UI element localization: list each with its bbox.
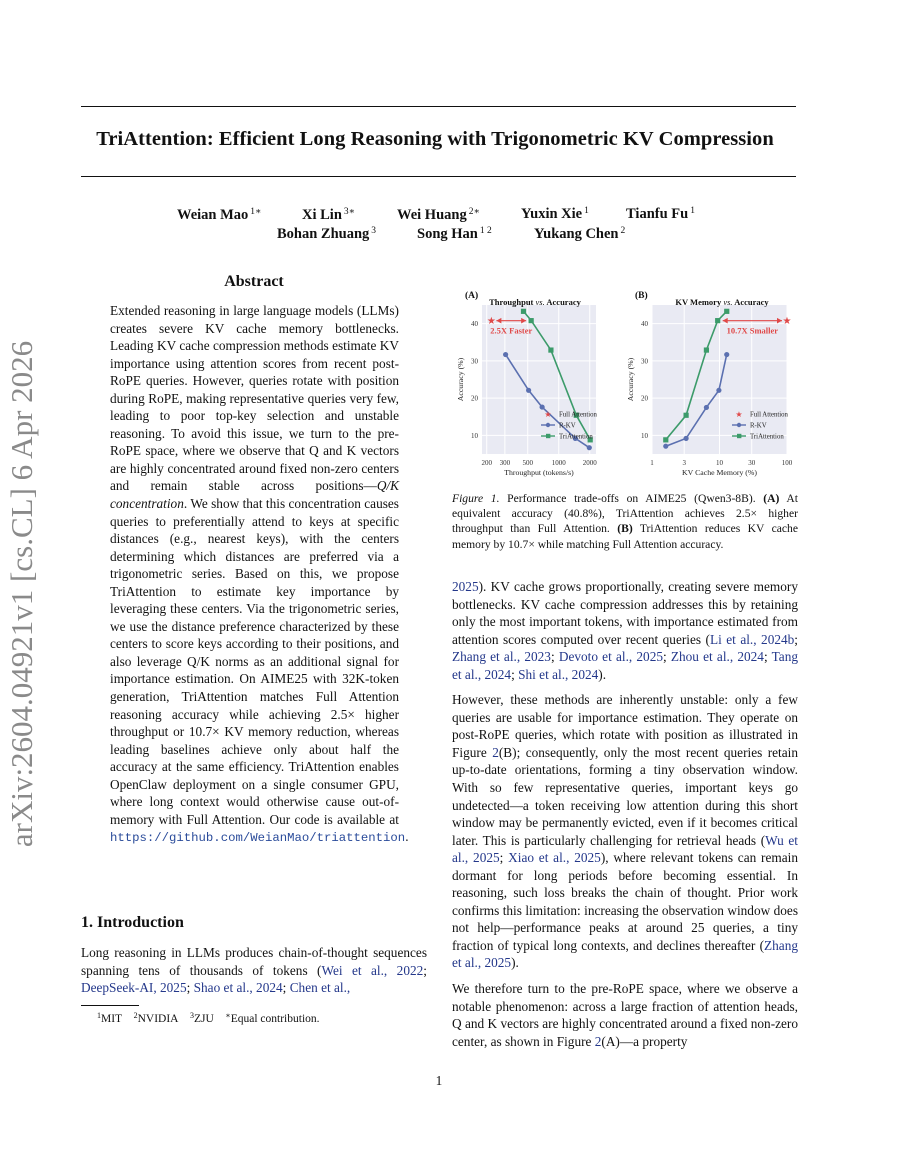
- citation-link[interactable]: Zhang et al., 2025: [452, 937, 798, 971]
- author: Weian Mao $^{1∗}$: [177, 207, 262, 223]
- author: Wei Huang $^{2∗}$: [397, 207, 480, 223]
- figure-ref-link[interactable]: 2: [492, 744, 499, 760]
- panel-label: (A): [465, 291, 479, 301]
- citation-link[interactable]: Tang et al., 2024: [452, 649, 798, 682]
- data-point: [683, 436, 688, 441]
- arxiv-identifier-stamp: arXiv:2604.04921v1 [cs.CL] 6 Apr 2026: [4, 340, 39, 848]
- page-number: 1: [435, 1073, 443, 1088]
- citation-link[interactable]: Wei et al., 2022: [321, 962, 424, 978]
- data-point: [503, 352, 508, 357]
- chart-title: KV Memory vs. Accuracy: [675, 297, 769, 307]
- paragraph: 2025). KV cache grows proportionally, creating severe memory bottlenecks. KV cache compression addresses this by retaining only the most important tokens, with importance estimated from attention scores computed over recent queries (Li et al., 2024b; Zhang et al., 2023; Devoto et al., 2025; Zhou et al., 2024; Tang et al., 2024; Shi et al., 2024).: [452, 579, 798, 682]
- legend-marker: [546, 423, 550, 427]
- figure-caption: Figure 1. Performance trade-offs on AIME25 (Qwen3-8B). (A) At equivalent accuracy (40.8%), TriAttention achieves 2.5× higher throughput than Full Attention. (B) TriAttention reduces KV cache memory by 10.7× while matching Full Attention accuracy.: [452, 492, 798, 551]
- citation-link[interactable]: Chen et al.,: [289, 980, 351, 996]
- author: Xi Lin $^{3∗}$: [302, 207, 356, 223]
- data-point: [683, 413, 688, 418]
- data-point: [521, 309, 526, 314]
- author: Tianfu Fu $^1$: [626, 206, 695, 222]
- y-axis-label: Accuracy (%): [456, 357, 465, 402]
- top-rule: [81, 106, 796, 107]
- x-tick-label: 300: [499, 459, 511, 467]
- figure-ref-link[interactable]: 2: [594, 1033, 602, 1049]
- author: Song Han $^{1 2}$: [417, 226, 492, 242]
- data-point: [724, 309, 729, 314]
- x-tick-label: 1000: [551, 459, 566, 467]
- data-point: [540, 404, 545, 409]
- data-point: [663, 444, 668, 449]
- intro-text: Long reasoning in LLMs produces chain-of-thought sequences spanning tens of thousands of tokens (Wei et al., 2022; DeepSeek-AI, 2025; Shao et al., 2024; Chen et al.,: [81, 945, 427, 996]
- legend-label: TriAttention: [750, 433, 784, 441]
- citation-link[interactable]: 2025: [452, 579, 479, 594]
- legend-label: TriAttention: [559, 433, 593, 441]
- citation-link[interactable]: Shi et al., 2024: [518, 666, 599, 682]
- figure-1-charts: [452, 286, 798, 486]
- legend-label: R-KV: [559, 422, 576, 430]
- annotation-label: 10.7X Smaller: [726, 325, 779, 336]
- legend-marker: [737, 434, 741, 438]
- data-point: [704, 347, 709, 352]
- legend-label: R-KV: [750, 422, 767, 430]
- footnote-rule: [81, 1005, 139, 1006]
- y-axis-label: Accuracy (%): [626, 357, 635, 402]
- data-point: [724, 352, 729, 357]
- data-point: ★: [486, 316, 496, 328]
- y-tick-label: 40: [471, 320, 478, 329]
- citation-link[interactable]: Wu et al., 2025: [452, 832, 798, 866]
- citation-link[interactable]: Shao et al., 2024: [193, 980, 283, 996]
- legend-marker: [737, 423, 741, 427]
- annotation-label: 2.5X Faster: [490, 325, 533, 336]
- data-point: [526, 388, 531, 393]
- affiliation-footnote: $^1$MIT $^2$NVIDIA $^3$ZJU ∗Equal contribution.: [97, 1011, 320, 1025]
- code-repo-link[interactable]: https://github.com/WeianMao/triattention: [110, 831, 406, 846]
- x-tick-label: 200: [481, 459, 492, 467]
- paragraph: However, these methods are inherently unstable: only a few queries are usable for importance estimation. They operate on post-RoPE queries, which rotate with position as illustrated in Figure 2(B); consequently, only the most recent queries retain up-to-date orientations, forming a tiny observation window. With so few representative queries, important keys go undetected—a token receiving low attention during this short window may be permanently evicted, even if it becomes critical later. This is particularly challenging for retrieval heads (Wu et al., 2025; Xiao et al., 2025), where relevant tokens can remain dormant for long periods before becoming essential. In reasoning, such loss breaks the chain of thought. Prior work confirms this limitation: increasing the observation window does not help—performance peaks at around 25 queries, a tiny fraction of typical long contexts, and declines thereafter (Zhang et al., 2025).: [452, 692, 798, 971]
- citation-link[interactable]: Devoto et al., 2025: [558, 649, 663, 665]
- x-tick-label: 100: [781, 459, 793, 467]
- citation-link[interactable]: Zhang et al., 2023: [452, 649, 551, 665]
- title-bottom-rule: [81, 176, 796, 177]
- section-heading-introduction: 1. Introduction: [81, 914, 184, 931]
- x-tick-label: 500: [522, 459, 533, 467]
- y-tick-label: 30: [471, 357, 478, 366]
- y-tick-label: 20: [641, 394, 648, 403]
- x-tick-label: 10: [716, 459, 723, 467]
- citation-link[interactable]: Li et al., 2024b: [709, 631, 795, 647]
- citation-link[interactable]: Xiao et al., 2025: [508, 850, 601, 866]
- data-point: [548, 347, 553, 352]
- data-point: [663, 437, 668, 442]
- y-tick-label: 20: [471, 394, 478, 403]
- data-point: [716, 388, 721, 393]
- y-tick-label: 40: [641, 320, 648, 329]
- data-point: [704, 405, 709, 410]
- x-tick-label: 3: [682, 459, 686, 467]
- data-point: [715, 318, 720, 323]
- author: Yuxin Xie $^1$: [521, 206, 589, 222]
- legend-marker: ★: [735, 410, 743, 419]
- y-tick-label: 30: [641, 357, 648, 366]
- legend-marker: [546, 434, 550, 438]
- x-tick-label: 1: [650, 459, 654, 467]
- y-tick-label: 10: [641, 431, 648, 440]
- data-point: [529, 318, 534, 323]
- data-point: [587, 445, 592, 450]
- paper-title: TriAttention: Efficient Long Reasoning with Trigonometric KV Compression: [96, 128, 774, 150]
- citation-link[interactable]: DeepSeek-AI, 2025: [81, 980, 187, 996]
- author: Yukang Chen $^2$: [534, 226, 626, 242]
- x-axis-label: Throughput (tokens/s): [504, 468, 574, 477]
- legend-marker: ★: [544, 410, 552, 419]
- legend-label: Full Attention: [559, 411, 597, 419]
- y-tick-label: 10: [471, 431, 478, 440]
- abstract-text: Extended reasoning in large language models (LLMs) creates severe KV cache memory bottlenecks. Leading KV cache compression methods estimate KV importance using attention scores from recent post-RoPE queries. However, queries rotate with position during RoPE, making representative queries very few, leading to poor top-key selection and unstable reasoning. To avoid this issue, we turn to the pre-RoPE space, where we observe that Q and K vectors are highly concentrated around fixed non-zero centers and remain stable across positions—Q/K concentration. We show that this concentration causes queries to preferentially attend to keys at specific distances (e.g., nearest keys), with the centers determining which distances are preferred via a trigonometric series. Based on this, we propose TriAttention to estimate key importance by leveraging these centers. Via the trigonometric series, we use the distance preference characterized by these centers to score keys according to their positions, and also leverage Q/K norms as an additional signal for importance estimation. On AIME25 with 32K-token generation, TriAttention matches Full Attention reasoning accuracy while achieving 2.5× higher throughput or 10.7× KV memory reduction, whereas leading baselines achieve only about half the accuracy at the same efficiency. TriAttention enables OpenClaw deployment on a single consumer GPU, where long context would otherwise cause out-of-memory with Full Attention. Our code is available at https://github.com/WeianMao/triattention.: [110, 303, 409, 846]
- paragraph: We therefore turn to the pre-RoPE space, where we observe a notable phenomenon: across a large fraction of attention heads, Q and K vectors are highly concentrated around a fixed non-zero center, as shown in Figure 2(A)—a property: [452, 981, 798, 1049]
- chart-title: Throughput vs. Accuracy: [489, 297, 581, 307]
- legend-label: Full Attention: [750, 411, 788, 419]
- x-tick-label: 30: [748, 459, 756, 467]
- x-axis-label: KV Cache Memory (%): [682, 468, 757, 477]
- data-point: ★: [782, 316, 792, 328]
- panel-label: (B): [635, 291, 648, 301]
- author: Bohan Zhuang $^3$: [277, 226, 377, 242]
- citation-link[interactable]: Zhou et al., 2024: [670, 649, 764, 665]
- x-tick-label: 2000: [582, 459, 597, 467]
- abstract-heading: Abstract: [224, 273, 284, 290]
- right-column-text: [452, 578, 798, 1058]
